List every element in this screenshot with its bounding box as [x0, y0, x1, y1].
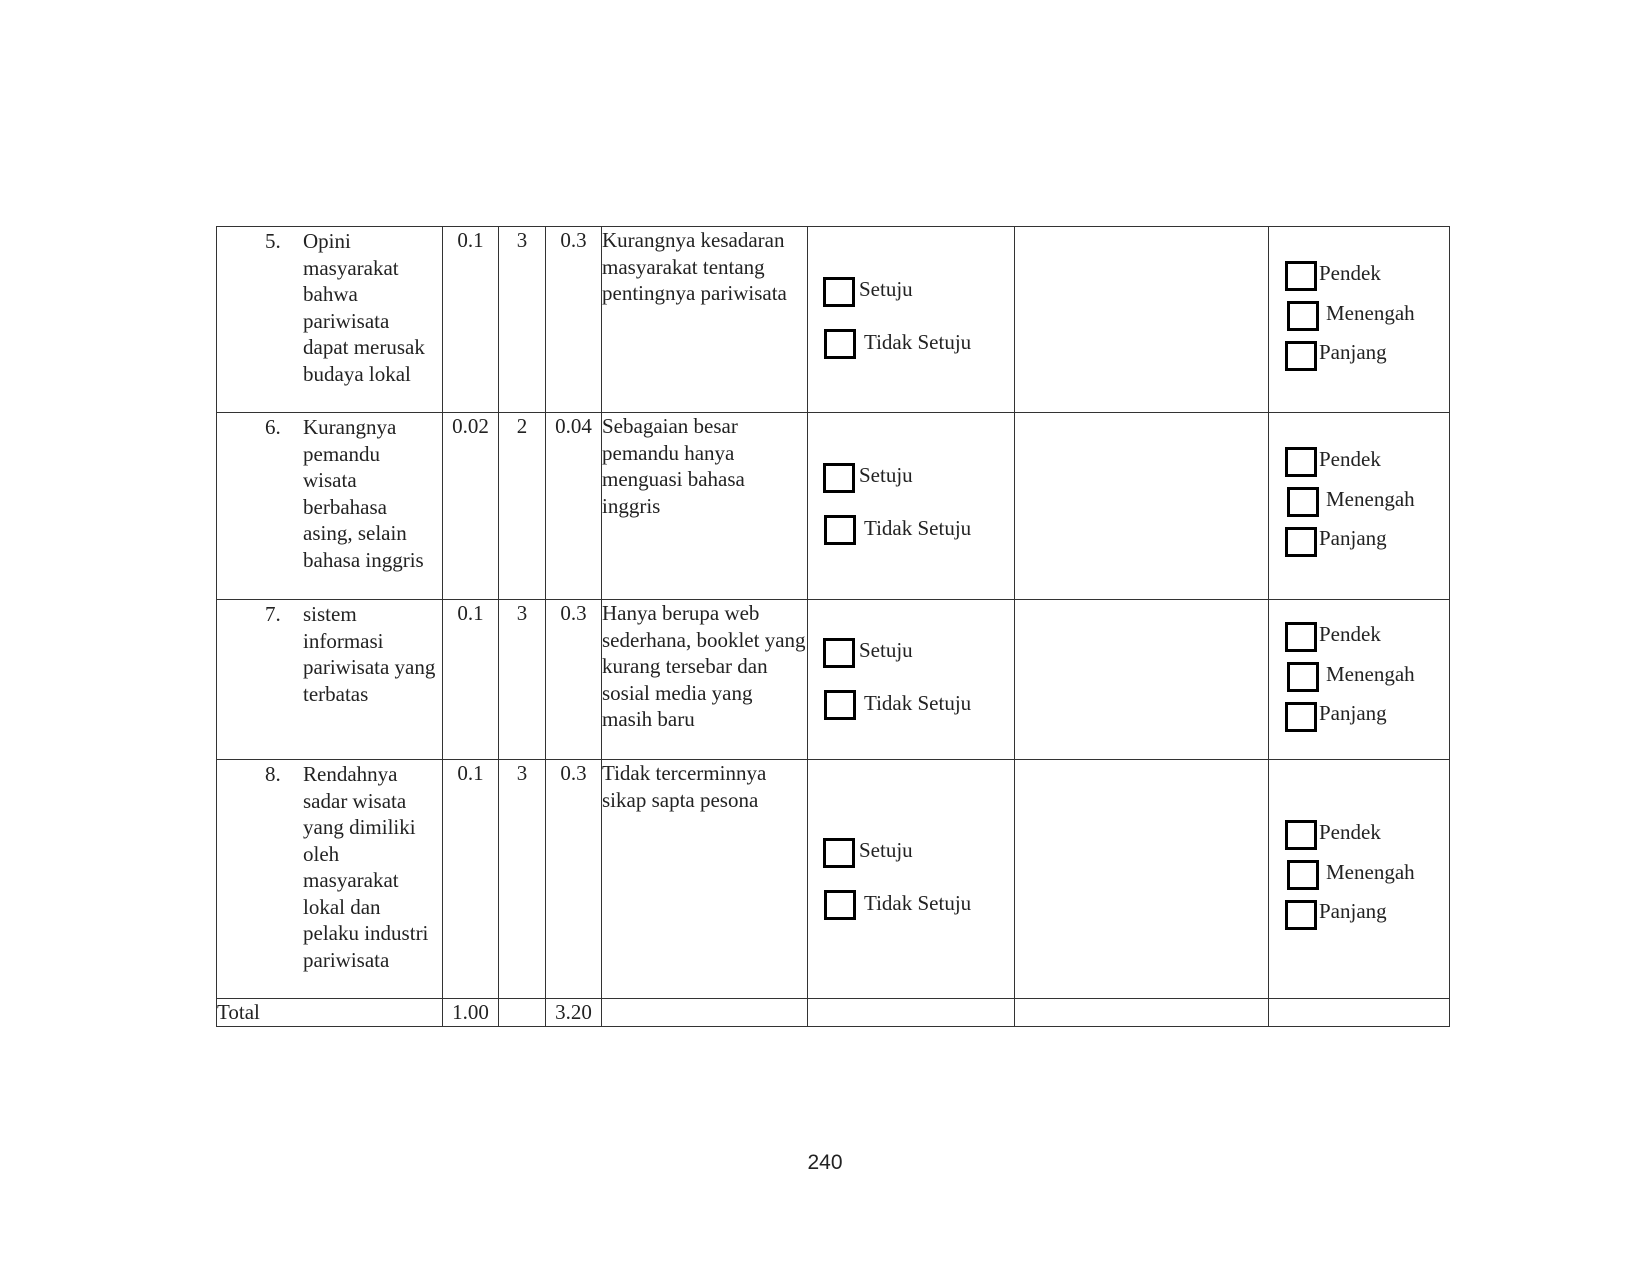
pendek-label: Pendek [1319, 621, 1381, 646]
term-cell [1269, 413, 1450, 600]
setuju-option[interactable] [823, 838, 913, 868]
term-cell [1269, 227, 1450, 413]
total-notes [1015, 999, 1269, 1027]
setuju-checkbox[interactable] [823, 638, 855, 668]
total-weight: 1.00 [443, 999, 499, 1027]
weight-cell: 0.1 [443, 760, 499, 999]
total-score: 3.20 [546, 999, 602, 1027]
score-cell: 0.04 [546, 413, 602, 600]
setuju-label: Setuju [859, 276, 913, 301]
menengah-checkbox[interactable] [1287, 487, 1319, 517]
pendek-option[interactable] [1285, 447, 1381, 477]
tidak-setuju-label: Tidak Setuju [864, 329, 972, 354]
total-term [1269, 999, 1450, 1027]
panjang-option[interactable] [1285, 527, 1387, 557]
panjang-option[interactable] [1285, 900, 1387, 930]
setuju-option[interactable] [823, 638, 913, 668]
analysis-cell: Hanya berupa web sederhana, booklet yang kurang tersebar dan sosial media yang masih baru [602, 600, 808, 760]
total-agreement [808, 999, 1015, 1027]
tidak-setuju-label: Tidak Setuju [864, 890, 972, 915]
tidak-setuju-label: Tidak Setuju [864, 515, 972, 540]
agreement-cell [808, 760, 1015, 999]
menengah-checkbox[interactable] [1287, 662, 1319, 692]
total-row [217, 999, 1450, 1027]
factor-cell [217, 227, 443, 413]
panjang-label: Panjang [1319, 339, 1387, 364]
agreement-cell [808, 413, 1015, 600]
panjang-checkbox[interactable] [1285, 527, 1317, 557]
notes-cell[interactable] [1015, 413, 1269, 600]
table-row [217, 227, 1450, 413]
panjang-label: Panjang [1319, 525, 1387, 550]
tidak-setuju-checkbox[interactable] [824, 690, 856, 720]
setuju-checkbox[interactable] [823, 463, 855, 493]
notes-cell[interactable] [1015, 227, 1269, 413]
total-label: Total [217, 999, 443, 1027]
row-number: 8. [265, 762, 281, 786]
menengah-checkbox[interactable] [1287, 301, 1319, 331]
factor-text: Opini masyarakat bahwa pariwisata dapat merusak budaya lokal [303, 229, 425, 386]
rating-cell: 2 [499, 413, 546, 600]
pendek-label: Pendek [1319, 819, 1381, 844]
menengah-option[interactable] [1287, 301, 1415, 331]
term-cell [1269, 760, 1450, 999]
tidak-setuju-checkbox[interactable] [824, 329, 856, 359]
tidak-setuju-checkbox[interactable] [824, 515, 856, 545]
row-number: 5. [265, 229, 281, 253]
total-rating [499, 999, 546, 1027]
panjang-label: Panjang [1319, 700, 1387, 725]
setuju-option[interactable] [823, 463, 913, 493]
panjang-checkbox[interactable] [1285, 702, 1317, 732]
table-row [217, 413, 1450, 600]
table-row [217, 760, 1450, 999]
row-number: 6. [265, 415, 281, 439]
page-number: 240 [807, 1151, 843, 1174]
tidak-setuju-option[interactable] [824, 690, 971, 720]
agreement-cell [808, 227, 1015, 413]
pendek-checkbox[interactable] [1285, 820, 1317, 850]
notes-cell[interactable] [1015, 600, 1269, 760]
tidak-setuju-option[interactable] [824, 329, 971, 359]
factor-text: sistem informasi pariwisata yang terbatas [303, 602, 436, 706]
pendek-option[interactable] [1285, 261, 1381, 291]
factor-cell [217, 413, 443, 600]
setuju-label: Setuju [859, 462, 913, 487]
pendek-checkbox[interactable] [1285, 622, 1317, 652]
analysis-cell: Tidak tercerminnya sikap sapta pesona [602, 760, 808, 999]
menengah-checkbox[interactable] [1287, 860, 1319, 890]
factor-evaluation-table [216, 226, 1450, 1027]
rating-cell: 3 [499, 600, 546, 760]
weight-cell: 0.1 [443, 227, 499, 413]
factor-text: Rendahnya sadar wisata yang dimiliki oleh masyarakat lokal dan pelaku industri pariwisata [303, 762, 429, 972]
weight-cell: 0.1 [443, 600, 499, 760]
tidak-setuju-checkbox[interactable] [824, 890, 856, 920]
setuju-label: Setuju [859, 837, 913, 862]
table-row [217, 600, 1450, 760]
rating-cell: 3 [499, 227, 546, 413]
factor-text: Kurangnya pemandu wisata berbahasa asing, selain bahasa inggris [303, 415, 424, 572]
panjang-label: Panjang [1319, 898, 1387, 923]
analysis-cell: Kurangnya kesadaran masyarakat tentang pentingnya pariwisata [602, 227, 808, 413]
factor-cell [217, 600, 443, 760]
menengah-label: Menengah [1326, 486, 1415, 511]
notes-cell[interactable] [1015, 760, 1269, 999]
term-cell [1269, 600, 1450, 760]
panjang-option[interactable] [1285, 702, 1387, 732]
setuju-checkbox[interactable] [823, 838, 855, 868]
pendek-option[interactable] [1285, 622, 1381, 652]
pendek-checkbox[interactable] [1285, 261, 1317, 291]
setuju-option[interactable] [823, 277, 913, 307]
tidak-setuju-option[interactable] [824, 515, 971, 545]
menengah-label: Menengah [1326, 661, 1415, 686]
factor-cell [217, 760, 443, 999]
pendek-option[interactable] [1285, 820, 1381, 850]
panjang-option[interactable] [1285, 341, 1387, 371]
score-cell: 0.3 [546, 760, 602, 999]
tidak-setuju-label: Tidak Setuju [864, 690, 972, 715]
row-number: 7. [265, 602, 281, 626]
pendek-label: Pendek [1319, 260, 1381, 285]
menengah-option[interactable] [1287, 662, 1415, 692]
agreement-cell [808, 600, 1015, 760]
weight-cell: 0.02 [443, 413, 499, 600]
rating-cell: 3 [499, 760, 546, 999]
menengah-option[interactable] [1287, 487, 1415, 517]
tidak-setuju-option[interactable] [824, 890, 971, 920]
score-cell: 0.3 [546, 227, 602, 413]
pendek-checkbox[interactable] [1285, 447, 1317, 477]
menengah-option[interactable] [1287, 860, 1415, 890]
setuju-label: Setuju [859, 637, 913, 662]
total-analysis [602, 999, 808, 1027]
panjang-checkbox[interactable] [1285, 341, 1317, 371]
menengah-label: Menengah [1326, 859, 1415, 884]
analysis-cell: Sebagaian besar pemandu hanya menguasi bahasa inggris [602, 413, 808, 600]
menengah-label: Menengah [1326, 300, 1415, 325]
panjang-checkbox[interactable] [1285, 900, 1317, 930]
score-cell: 0.3 [546, 600, 602, 760]
setuju-checkbox[interactable] [823, 277, 855, 307]
pendek-label: Pendek [1319, 446, 1381, 471]
